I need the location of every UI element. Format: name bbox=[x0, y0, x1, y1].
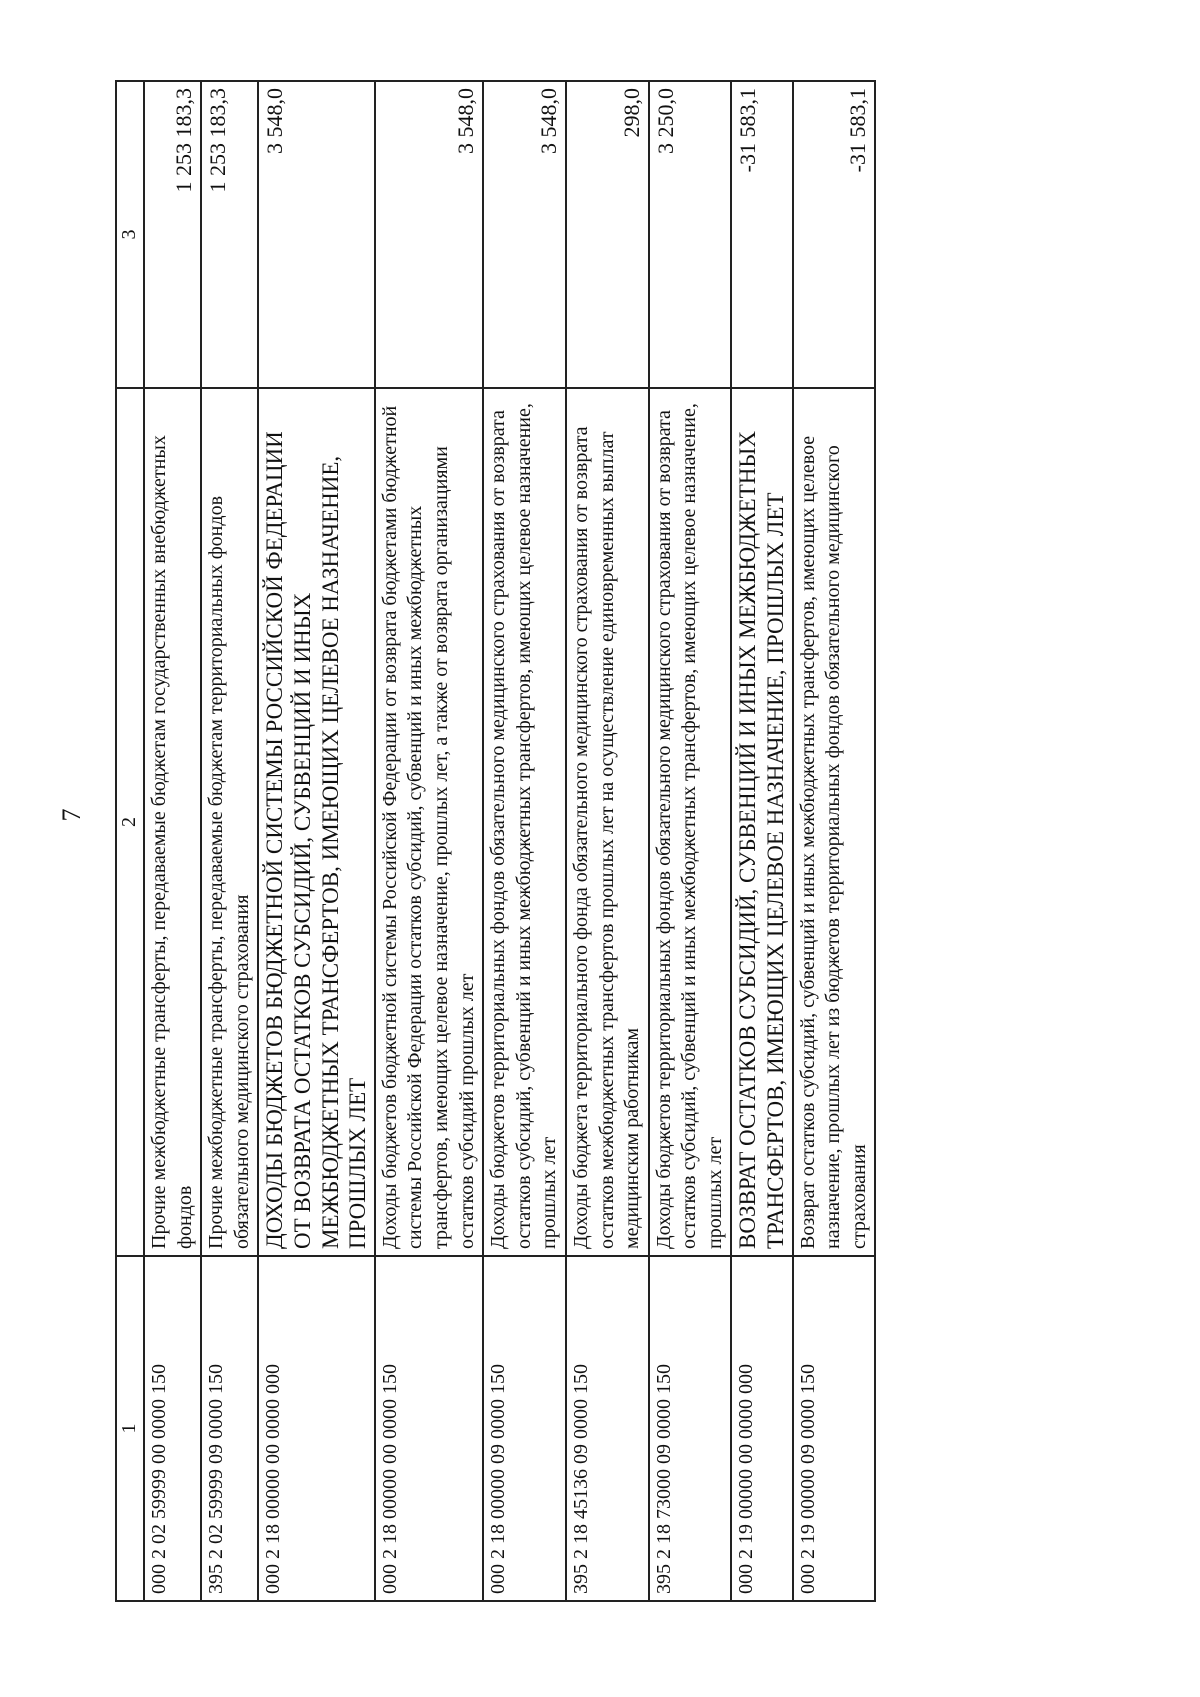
table-header-row bbox=[116, 81, 144, 1601]
row-sum: -31 583,1 bbox=[731, 81, 792, 388]
row-sum: 3 548,0 bbox=[375, 81, 483, 388]
budget-revenue-table bbox=[115, 80, 876, 1602]
header-col-1: 1 bbox=[116, 1256, 144, 1601]
table-row bbox=[144, 81, 201, 1601]
row-name: Прочие межбюджетные трансферты, передаваемые бюджетам территориальных фондов обязательного медицинского страхования bbox=[201, 388, 258, 1256]
header-col-3: 3 bbox=[116, 81, 144, 388]
row-code: 000 2 02 59999 00 0000 150 bbox=[144, 1256, 201, 1601]
row-name: Доходы бюджетов территориальных фондов обязательного медицинского страхования от возврата остатков субсидий, субвенций и иных межбюджетных трансфертов, имеющих целевое назначение, прошлых лет bbox=[649, 388, 732, 1256]
table-row bbox=[375, 81, 483, 1601]
row-code: 000 2 19 00000 00 0000 000 bbox=[731, 1256, 792, 1601]
row-name: Доходы бюджетов территориальных фондов обязательного медицинского страхования от возврата остатков субсидий, субвенций и иных межбюджетных трансфертов, имеющих целевое назначение, прошлых лет bbox=[483, 388, 566, 1256]
row-sum: -31 583,1 bbox=[793, 81, 876, 388]
header-col-2: 2 bbox=[116, 388, 144, 1256]
row-sum: 1 253 183,3 bbox=[201, 81, 258, 388]
table-row bbox=[483, 81, 566, 1601]
row-sum: 3 548,0 bbox=[483, 81, 566, 388]
row-code: 395 2 02 59999 09 0000 150 bbox=[201, 1256, 258, 1601]
row-code: 000 2 18 00000 00 0000 150 bbox=[375, 1256, 483, 1601]
row-sum: 1 253 183,3 bbox=[144, 81, 201, 388]
row-code: 000 2 19 00000 09 0000 150 bbox=[793, 1256, 876, 1601]
row-name: Прочие межбюджетные трансферты, передаваемые бюджетам государственных внебюджетных фондов bbox=[144, 388, 201, 1256]
row-code: 395 2 18 45136 09 0000 150 bbox=[566, 1256, 649, 1601]
row-code: 395 2 18 73000 09 0000 150 bbox=[649, 1256, 732, 1601]
table-row bbox=[731, 81, 792, 1601]
table-row bbox=[258, 81, 374, 1601]
table-row bbox=[201, 81, 258, 1601]
table-body bbox=[144, 81, 875, 1601]
row-name: ДОХОДЫ БЮДЖЕТОВ БЮДЖЕТНОЙ СИСТЕМЫ РОССИЙСКОЙ ФЕДЕРАЦИИ ОТ ВОЗВРАТА ОСТАТКОВ СУБСИДИЙ, СУБВЕНЦИЙ И ИНЫХ МЕЖБЮДЖЕТНЫХ ТРАНСФЕРТОВ, ИМЕЮЩИХ ЦЕЛЕВОЕ НАЗНАЧЕНИЕ, ПРОШЛЫХ ЛЕТ bbox=[258, 388, 374, 1256]
page-number: 7 bbox=[57, 808, 86, 822]
row-sum: 3 548,0 bbox=[258, 81, 374, 388]
row-sum: 298,0 bbox=[566, 81, 649, 388]
row-code: 000 2 18 00000 09 0000 150 bbox=[483, 1256, 566, 1601]
rotated-table-container bbox=[115, 82, 1053, 1602]
row-name: ВОЗВРАТ ОСТАТКОВ СУБСИДИЙ, СУБВЕНЦИЙ И ИНЫХ МЕЖБЮДЖЕТНЫХ ТРАНСФЕРТОВ, ИМЕЮЩИХ ЦЕЛЕВОЕ НАЗНАЧЕНИЕ, ПРОШЛЫХ ЛЕТ bbox=[731, 388, 792, 1256]
table-row bbox=[649, 81, 732, 1601]
row-code: 000 2 18 00000 00 0000 000 bbox=[258, 1256, 374, 1601]
table-row bbox=[793, 81, 876, 1601]
row-sum: 3 250,0 bbox=[649, 81, 732, 388]
row-name: Возврат остатков субсидий, субвенций и иных межбюджетных трансфертов, имеющих целевое назначение, прошлых лет из бюджетов территориальных фондов обязательного медицинского страхования bbox=[793, 388, 876, 1256]
table-row bbox=[566, 81, 649, 1601]
row-name: Доходы бюджета территориального фонда обязательного медицинского страхования от возврата остатков межбюджетных трансфертов прошлых лет на осуществление единовременных выплат медицинским работникам bbox=[566, 388, 649, 1256]
row-name: Доходы бюджетов бюджетной системы Российской Федерации от возврата бюджетами бюджетной системы Российской Федерации остатков субсидий, субвенций и иных межбюджетных трансфертов, имеющих целевое назначение, прошлых лет, а также от возврата организациями остатков субсидий прошлых лет bbox=[375, 388, 483, 1256]
